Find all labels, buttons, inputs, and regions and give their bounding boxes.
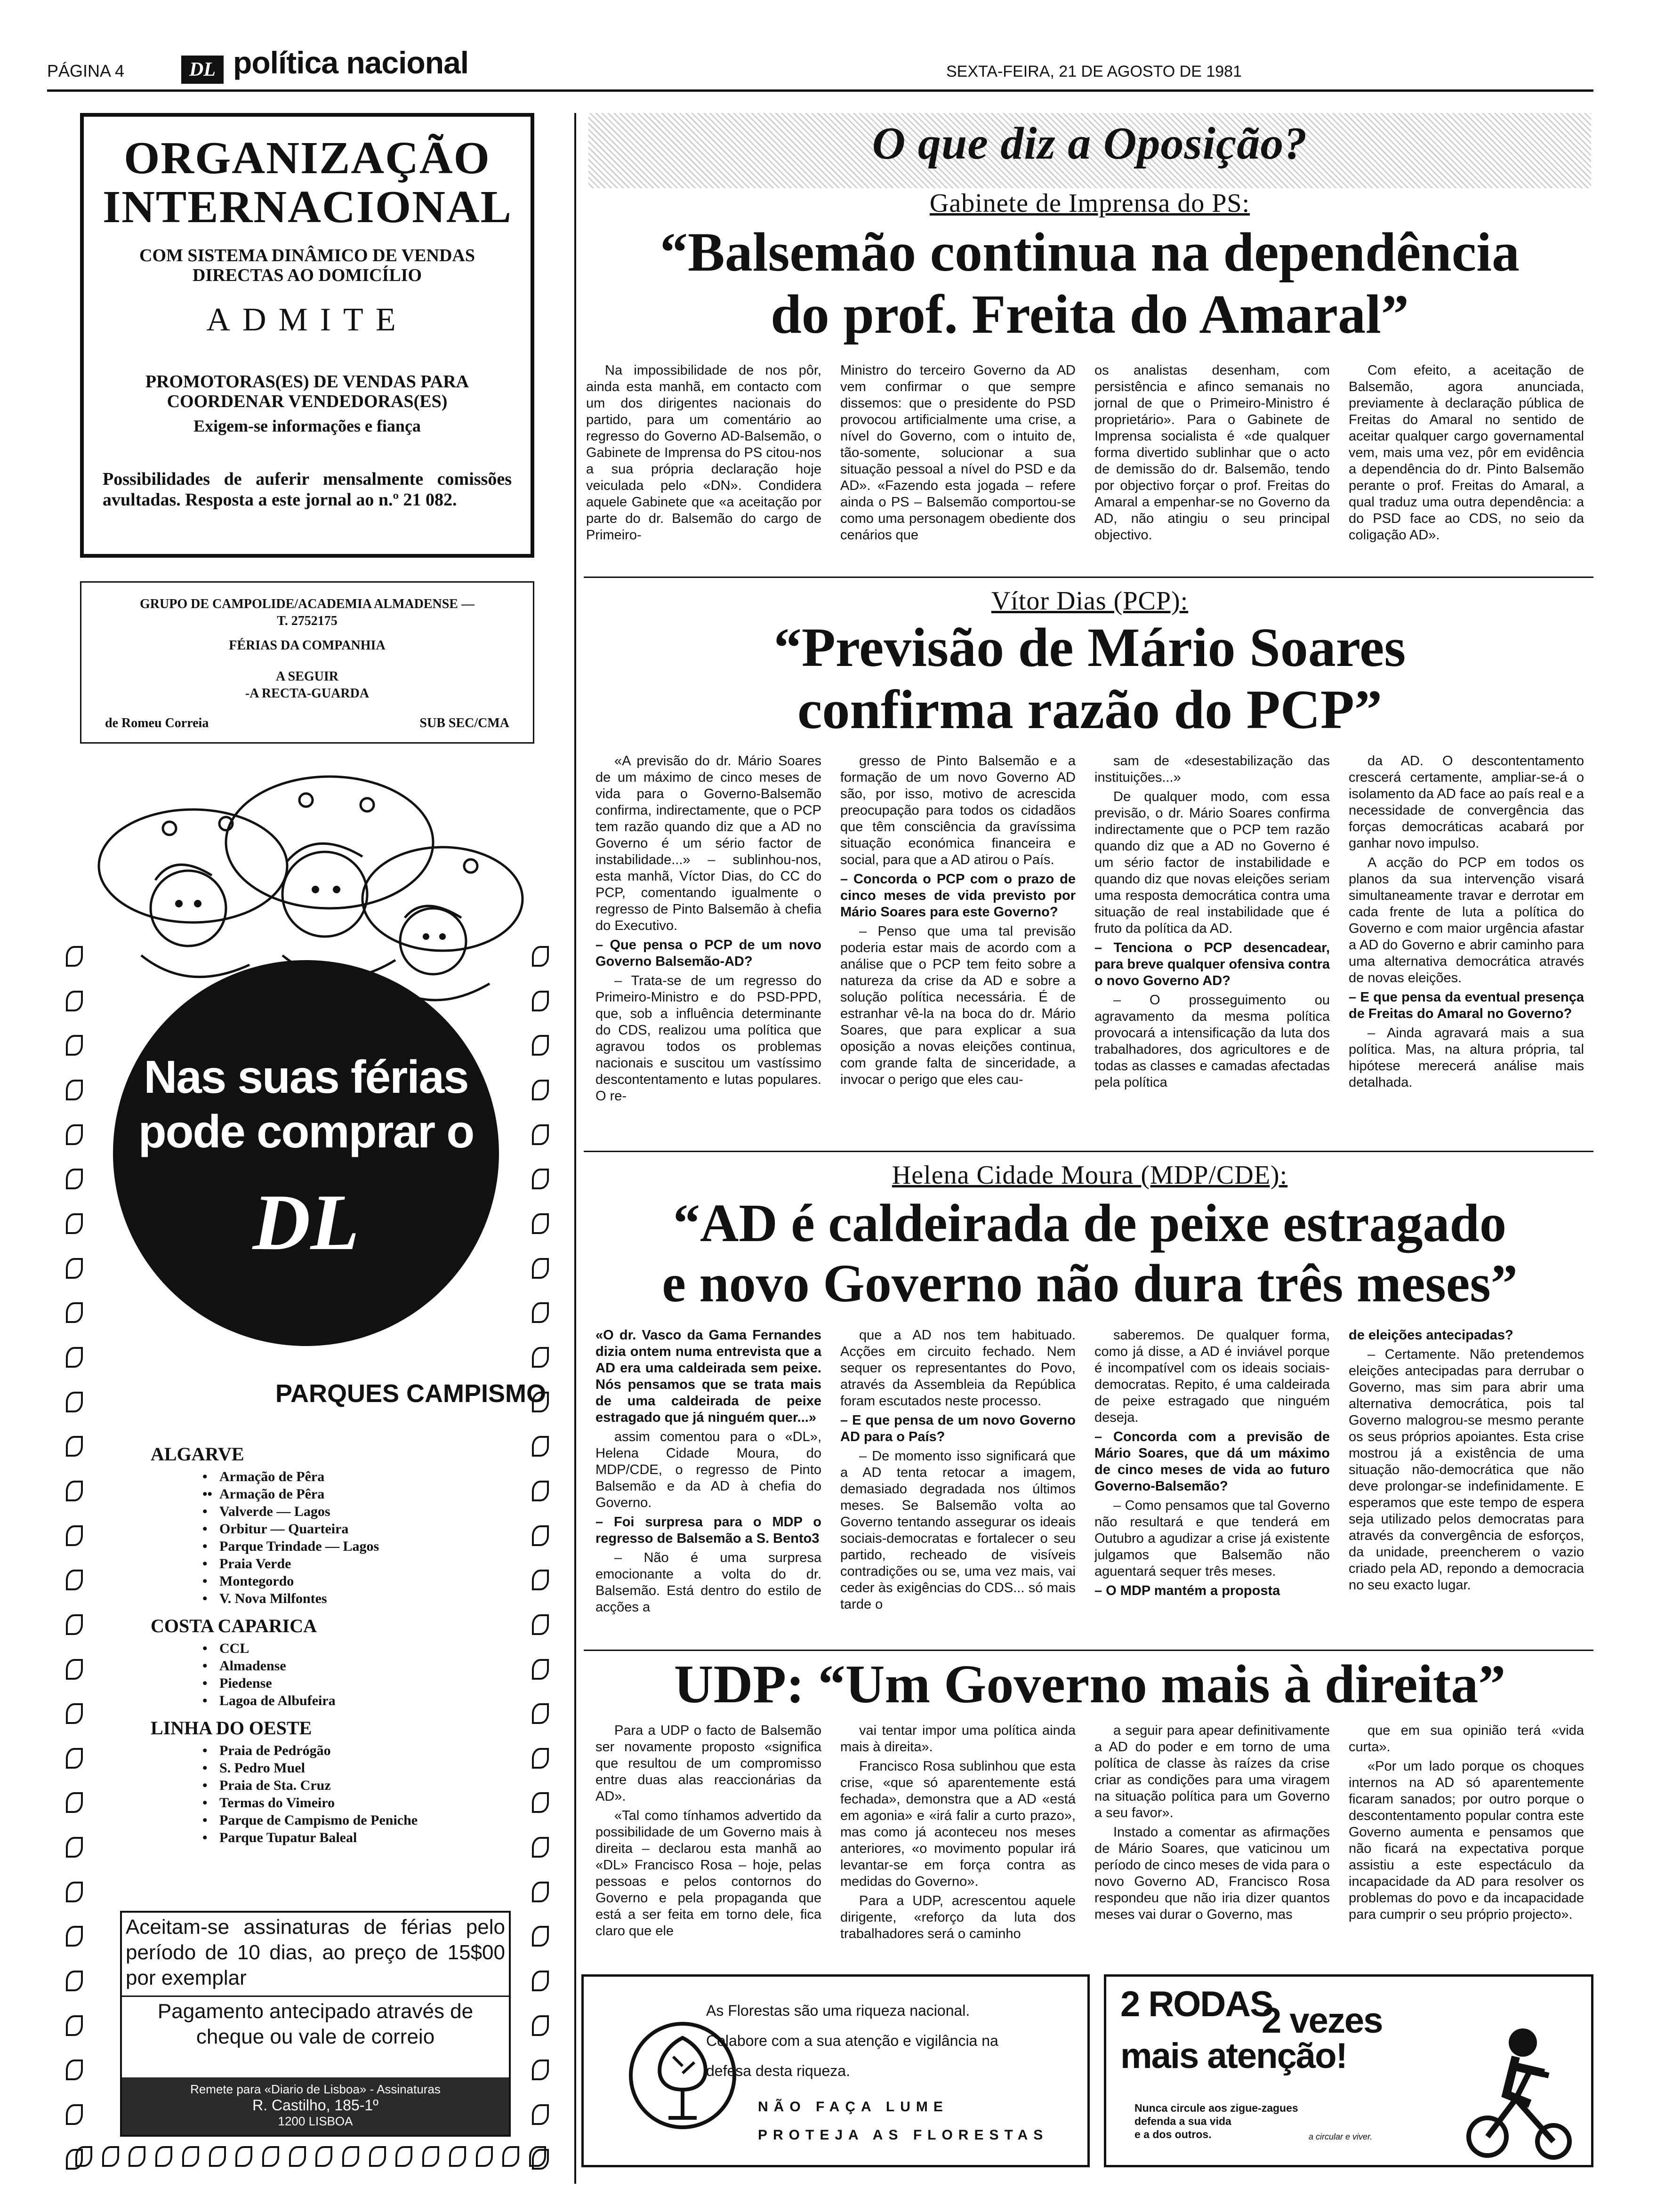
paragraph: – Tenciona o PCP desencadear, para breve qualquer ofensiva contra o novo Governo AD? [1094,940,1330,988]
paragraph: Francisco Rosa sublinhou que esta crise, «que só aparentemente está fechada», demonstra que a AD «está em agonia» e «irá falir a curto prazo», mas como já aconteceu nos meses anteriores, «o movimento popular irá levantar-se em força contra as medidas do Governo». [840,1759,1076,1889]
paragraph: De qualquer modo, com essa previsão, o dr. Mário Soares confirma indirectamente que o PCP tem razão quando diz que a AD no Governo é um sério factor de instabilidade e quando diz que novas eleições seriam uma resposta democrática contra uma situação de real instabilidade que é fruto da política da AD. [1094,789,1330,936]
teatro-line: T. 2752175 [277,614,338,628]
pcp-byline: Vítor Dias (PCP): [991,586,1189,616]
park-name: Parque Tupatur Baleal [219,1830,357,1845]
list-item [151,1572,527,1590]
paragraph: – De momento isso significará que a AD tenta retocar a imagem, demasiado degradada nos últimos meses. Se Balsemão volta ao Governo tentando assegurar os ideais sociais-democratas e fortalecer o seu partido, recheado de visíveis contradições ou se, uma vez mais, vai ceder às exigências do CDS... só mais tarde o [840,1449,1076,1612]
headline-line: “AD é caldeirada de peixe estragado [673,1193,1506,1253]
ps-divider [584,577,1593,578]
rodas-line: e a dos outros. [1134,2128,1212,2140]
region-heading: ALGARVE [151,1443,244,1465]
masthead-rule [47,89,1593,92]
park-name: V. Nova Milfontes [219,1591,327,1606]
bullet: • [202,1778,208,1793]
florestas-ad [581,1974,1090,2167]
rodas-line: defenda a sua vida [1134,2115,1231,2127]
paragraph: – E que pensa da eventual presença de Freitas do Amaral no Governo? [1349,990,1584,1021]
pcp-headline [588,617,1591,741]
parques-list [151,1435,527,1846]
title-line: ORGANIZAÇÃO [124,133,491,184]
paragraph: de eleições antecipadas? [1349,1328,1513,1343]
paragraph: Instado a comentar as afirmações de Mário Soares, que vaticinou um período de cinco meses de vida para o novo Governo AD, Francisco Rosa respondeu que não iria dizer quantos meses vai durar o Governo, mas [1094,1825,1330,1922]
region-heading: LINHA DO OESTE [151,1717,312,1739]
list-item [151,1555,527,1572]
requisitos-text: Exigem-se informações e fiança [193,417,421,435]
teatro-line: GRUPO DE CAMPOLIDE/ACADEMIA ALMADENSE — [140,597,475,611]
list-item [151,1675,527,1692]
pcp-divider [584,1151,1593,1152]
bullet: • [202,1641,208,1656]
udp-col-2 [840,1723,1076,1967]
mdp-col-3 [1094,1327,1330,1643]
paragraph: – O prosseguimento ou agravamento da mesma política provocará a intensificação da luta dos trabalhadores, dos agricultores e de todas as classes e camadas afectadas pela política [1094,993,1330,1090]
slogan-line: pode comprar o [138,1106,474,1157]
floral-border-left [66,946,94,2170]
park-name: Praia Verde [219,1556,291,1571]
ferias-ad [47,758,565,2174]
paragraph: Ministro do terceiro Governo da AD vem confirmar o que sempre dissemos: que o presidente do PSD provocou artificialmente uma crise, a nível do Governo, com o intuito de, tão-somente, solucionar a sua situação pessoal a nível do PSD e da AD». «Fazendo esta jogada – refere ainda o PS – Balsemão comportou-se como uma personagem obediente dos cenários que [840,363,1076,543]
park-name: Praia de Sta. Cruz [219,1778,331,1793]
slogan-line: Nas suas férias [144,1051,468,1103]
mdp-headline [588,1193,1591,1313]
paragraph: «A previsão do dr. Mário Soares de um máximo de cinco meses de vida para o Governo-Balsemão confirma, indirectamente, que o PCP tem razão quando diz que a AD no Governo é um sério factor de instabilidade...» – sublinhou-nos, esta manhã, Víctor Dias, do CC do PCP, comentando igualmente o regresso de Pinto Balsemão à chefia do Executivo. [595,753,821,933]
paragraph: – E que pensa de um novo Governo AD para o País? [840,1413,1076,1444]
bullet: •• [202,1486,213,1502]
park-name: Orbitur — Quarteira [219,1521,349,1537]
issue-date: SEXTA-FEIRA, 21 DE AGOSTO DE 1981 [946,63,1242,80]
park-name: Armação de Pêra [219,1486,325,1502]
organizacao-ad [80,113,534,558]
paragraph: – Foi surpresa para o MDP o regresso de Balsemão a S. Bento3 [595,1515,821,1546]
title-line: INTERNACIONAL [103,182,513,232]
bullet: • [202,1675,208,1691]
bullet: • [202,1812,208,1828]
pagamento-text: Pagamento antecipado através de cheque ou vale de correio [157,2000,474,2048]
dl-logo: DL [252,1178,360,1266]
organizacao-title [103,134,512,232]
bullet: • [202,1795,208,1811]
pcp-col-1 [595,753,821,1144]
park-name: Praia de Pedrógão [219,1743,331,1758]
assinaturas-text: Aceitam-se assinaturas de férias pelo período de 10 dias, ao preço de 15$00 por exemplar [126,1915,505,1989]
rodas-ad [1104,1974,1593,2167]
teatro-line: FÉRIAS DA COMPANHIA [229,638,386,653]
bullet: • [202,1573,208,1589]
list-item [151,1590,527,1607]
udp-headline: UDP: “Um Governo mais à direita” [674,1654,1506,1715]
headline-line: “Previsão de Mário Soares [773,617,1406,678]
bullet: • [202,1556,208,1571]
park-name: S. Pedro Muel [219,1760,305,1776]
parques-title: PARQUES CAMPISMO [275,1379,546,1408]
list-item [151,1829,527,1846]
bullet: • [202,1760,208,1776]
paragraph: que a AD nos tem habituado. Acções em circuito fechado. Nem sequer os representantes do Povo, através da Assembleia da República foram escutados neste processo. [840,1328,1076,1409]
masthead-logo: DL [181,56,224,84]
park-name: Piedense [219,1675,272,1691]
list-item [151,1468,527,1485]
paragraph: Na impossibilidade de nos pôr, ainda esta manhã, em contacto com um dos dirigentes nacionais do partido, para um comentário ao regresso do Governo AD-Balsemão, o Gabinete de Imprensa do PS citou-nos a sua própria declaração hoje veiculada pelo «DN». Condidera aquele Gabinete que «a aceitação por parte do dr. Balsemão do cargo de Primeiro- [586,363,821,543]
list-item [151,1503,527,1520]
mdp-divider [584,1650,1593,1651]
teatro-author: de Romeu Correia [105,716,209,730]
list-item [151,1759,527,1777]
admite-heading: ADMITE [206,302,408,338]
paragraph: saberemos. De qualquer forma, como já disse, a AD é inviável porque é incompatível com os ideais sociais-democratas. Repito, é uma caldeirada de peixe estragado que ninguém deseja. [1094,1328,1330,1425]
park-name: Armação de Pêra [219,1469,325,1484]
headline-line: e novo Governo não dura três meses” [662,1253,1518,1313]
paragraph: – Certamente. Não pretendemos eleições antecipadas para derrubar o Governo, mas sim para abrir uma alternativa democrática, pois tal Governo malogrou-se mesmo perante os seus próprios apoiantes. Esta crise mostrou já a existência de uma situação não-democrática que não deve prolongar-se indefinidamente. E esperamos que este tempo de espera seja utilizado pelos democratas para através da convergência de esforços, da unidade, preencherem o vazio criado pela AD, repondo a democracia no seu exacto lugar. [1349,1347,1584,1593]
ps-col-2 [840,362,1076,569]
bullet: • [202,1693,208,1708]
ps-byline: Gabinete de Imprensa do PS: [929,189,1250,218]
florestas-line: Colabore com a sua atenção e vigilância na [706,2032,998,2049]
paragraph: «Tal como tínhamos advertido da possibilidade de um Governo mais à direita – declarou esta manhã ao «DL» Francisco Rosa – hoje, pelas pessoas e pelos contornos do Governo e pela propaganda que está a ser feita em torno dele, fica claro que ele [595,1808,821,1939]
remete-line: 1200 LISBOA [278,2114,353,2128]
bullet: • [202,1521,208,1537]
park-name: Lagoa de Albufeira [219,1693,336,1708]
florestas-line: defesa desta riqueza. [706,2062,850,2079]
page-label: PÁGINA 4 [47,61,125,80]
park-name: Valverde — Lagos [219,1504,330,1519]
floral-border-right [532,946,560,2170]
assinaturas-box [120,1911,511,2137]
paragraph: os analistas desenham, com persistência e afinco semanais no jornal de que o Primeiro-Ministro é proprietário». Para o Gabinete de Imprensa socialista é «de qualquer forma divertido sublinhar que o acto de demissão do dr. Balsemão, tendo por objectivo forçar o prof. Freitas do Amaral a empenhar-se no Governo da AD, não atingiu o seu principal objectivo. [1094,363,1330,543]
list-item [151,1794,527,1811]
ps-col-1 [586,362,821,569]
rodas-vezes: 2 vezes [1262,2001,1383,2041]
paragraph: a seguir para apear definitivamente a AD do poder e em torno de uma política de classe às raízes da crise criar as condições para uma viragem na situação política para um Governo a seu favor». [1094,1723,1330,1820]
paragraph: sam de «desestabilização das instituições...» [1094,753,1330,785]
park-name: Montegordo [219,1573,294,1589]
paragraph: vai tentar impor uma política ainda mais à direita». [840,1723,1076,1755]
paragraph: A acção do PCP em todos os planos da sua intervenção visará simultaneamente travar e derrotar em cada frente de luta a política do Governo e com maior urgência afastar a AD do Governo e abrir caminho para uma alternativa democrática através de novas eleições. [1349,855,1584,986]
list-item [151,1538,527,1555]
paragraph: – O MDP mantém a proposta [1094,1583,1280,1598]
mdp-col-4 [1349,1327,1584,1643]
paragraph: – Concorda o PCP com o prazo de cinco meses de vida previsto por Mário Soares para este Governo? [840,872,1076,920]
remete-line: R. Castilho, 185-1º [252,2097,378,2114]
region-list [151,1742,527,1846]
region-list [151,1640,527,1709]
paragraph: – Como pensamos que tal Governo não resultará e que tenderá em Outubro a agudizar a crise já existente julgamos que Balsemão não aguentará sequer três meses. [1094,1498,1330,1579]
udp-col-3 [1094,1723,1330,1967]
region-heading: COSTA CAPARICA [151,1615,317,1636]
paragraph: – Concorda com a previsão de Mário Soares, que dá um máximo de cinco meses de vida ao futuro Governo-Balsemão? [1094,1429,1330,1494]
list-item [151,1485,527,1503]
paragraph: – Ainda agravará mais a sua política. Mas, na altura própria, tal hipótese merecerá análise mais detalhada. [1349,1026,1584,1090]
mdp-col-2 [840,1327,1076,1643]
florestas-line: As Florestas são uma riqueza nacional. [706,2002,970,2019]
park-name: Parque de Campismo de Peniche [219,1812,418,1828]
rodas-title: 2 RODAS [1120,1984,1273,2024]
motorcycle-icon [1436,2014,1586,2165]
section-title: política nacional [233,45,469,80]
park-name: Almadense [219,1658,286,1674]
teatro-line: -A RECTA-GUARDA [245,686,370,701]
comissoes-text: Possibilidades de auferir mensalmente comissões avultadas. Resposta a este jornal ao n.º 21 082. [103,469,512,510]
rodas-brand: a circular e viver. [1309,2132,1373,2141]
list-item [151,1640,527,1657]
ps-headline [588,221,1591,345]
bullet: • [202,1591,208,1606]
bullet: • [202,1658,208,1674]
paragraph: gresso de Pinto Balsemão e a formação de um novo Governo AD são, por isso, motivo de acrescida preocupação para todos os cidadãos que têm consciência da gravíssima situação económica financeira e social, para que a AD atirou o País. [840,753,1076,867]
list-item [151,1811,527,1829]
udp-col-1 [595,1723,821,1967]
list-item [151,1657,527,1675]
paragraph: da AD. O descontentamento crescerá certamente, ampliar-se-á o isolamento da AD face ao país real e a necessidade de convergência das forças democráticas acabará por ganhar novo impulso. [1349,753,1584,851]
region-list [151,1468,527,1607]
bullet: • [202,1539,208,1554]
park-name: CCL [219,1641,249,1656]
paragraph: Para a UDP, acrescentou aquele dirigente, «reforço da luta dos trabalhadores será o caminho [840,1893,1076,1941]
paragraph: Com efeito, a aceitação de Balsemão, agora anunciada, previamente à declaração pública de Freitas do Amaral no sentido de aceitar qualquer cargo governamental vem, mais uma vez, pôr em evidência a dependência do dr. Pinto Balsemão perante o prof. Freitas do Amaral, a qual traduz uma outra dependência: a do PSD face ao CDS, no seio da coligação AD». [1349,363,1584,543]
remete-line: Remete para «Diario de Lisboa» - Assinaturas [190,2082,441,2096]
rodas-line: Nunca circule aos zigue-zagues [1134,2102,1298,2114]
paragraph: – Penso que uma tal previsão poderia estar mais de acordo com a análise que o PCP tem feito sobre a natureza da crise da AD e sobre a solução política necessária. É de estranhar vê-la na boca do dr. Mário Soares, que para explicar a sua oposição a novas eleições continua, com grande falta de sinceridade, a invocar o perigo que eles cau- [840,924,1076,1087]
list-item [151,1777,527,1794]
nao-faca-lume: NÃO FAÇA LUME [758,2099,949,2115]
paragraph: – Que pensa o PCP de um novo Governo Balsemão-AD? [595,938,821,969]
floral-border-bottom [75,2146,546,2170]
bullet: • [202,1743,208,1758]
promotoras-text: PROMOTORAS(ES) DE VENDAS PARA COORDENAR VENDEDORAS(ES) [145,372,469,411]
paragraph: que em sua opinião terá «vida curta». [1349,1723,1584,1755]
ps-col-3 [1094,362,1330,569]
paragraph: assim comentou para o «DL», Helena Cidade Moura, do MDP/CDE, o regresso de Pinto Balsemão e da AD à chefia do Governo. [595,1429,821,1510]
column-separator [574,113,576,2184]
paragraph: – Não é uma surpresa emocionante a volta do dr. Balsemão. Está dentro do estilo de acções a [595,1550,821,1615]
paragraph: Para a UDP o facto de Balsemão ser novamente proposto «significa que resultou de um compromisso entre duas alas reaccionárias da AD». [595,1723,821,1804]
list-item [151,1742,527,1759]
park-name: Parque Trindade — Lagos [219,1539,379,1554]
mdp-col-1 [595,1327,821,1643]
pcp-col-3 [1094,753,1330,1144]
bullet: • [202,1830,208,1845]
bullet: • [202,1469,208,1484]
remete-panel [122,2077,509,2135]
oposicao-title: O que diz a Oposição? [872,118,1308,169]
teatro-ad [80,581,534,744]
headline-line: “Balsemão continua na dependência [660,221,1520,283]
bullet: • [202,1504,208,1519]
list-item [151,1520,527,1538]
teatro-line: A SEGUIR [275,669,339,684]
pcp-col-4 [1349,753,1584,1144]
paragraph: «Por um lado porque os choques internos na AD só aparentemente ficaram sanados; por outro porque o descontentamento popular contra este Governo aumenta e pensamos que não ficará na expectativa porque assistiu a este espectáculo da incapacidade da AD para resolver os problemas do povo e da incapacidade para cumprir o seu próprio projecto». [1349,1759,1584,1922]
park-name: Termas do Vimeiro [219,1795,335,1811]
paragraph: – Trata-se de um regresso do Primeiro-Ministro e do PSD-PPD, que, sob a influência determinante do CDS, realizou uma política que agravou todos os problemas nacionais e suscitou um vastíssimo descontentamento e lutas populares. O re- [595,973,821,1104]
organizacao-sub: COM SISTEMA DINÂMICO DE VENDAS DIRECTAS AO DOMICÍLIO [139,246,475,285]
mdp-byline: Helena Cidade Moura (MDP/CDE): [892,1161,1288,1190]
pcp-col-2 [840,753,1076,1144]
ps-col-4 [1349,362,1584,569]
headline-line: do prof. Freita do Amaral” [771,283,1409,345]
headline-line: confirma razão do PCP” [797,679,1382,741]
list-item [151,1692,527,1709]
udp-col-4 [1349,1723,1584,1967]
proteja-florestas: PROTEJA AS FLORESTAS [758,2127,1049,2143]
rodas-atencao: mais atenção! [1120,2036,1347,2076]
paragraph: «O dr. Vasco da Gama Fernandes dizia ontem numa entrevista que a AD era uma caldeirada sem peixe. Nós pensamos que se trata mais de uma caldeirada de peixe estragado que já ninguém quer...» [595,1328,821,1425]
ferias-slogan [113,1050,499,1159]
teatro-code: SUB SEC/CMA [419,716,509,730]
